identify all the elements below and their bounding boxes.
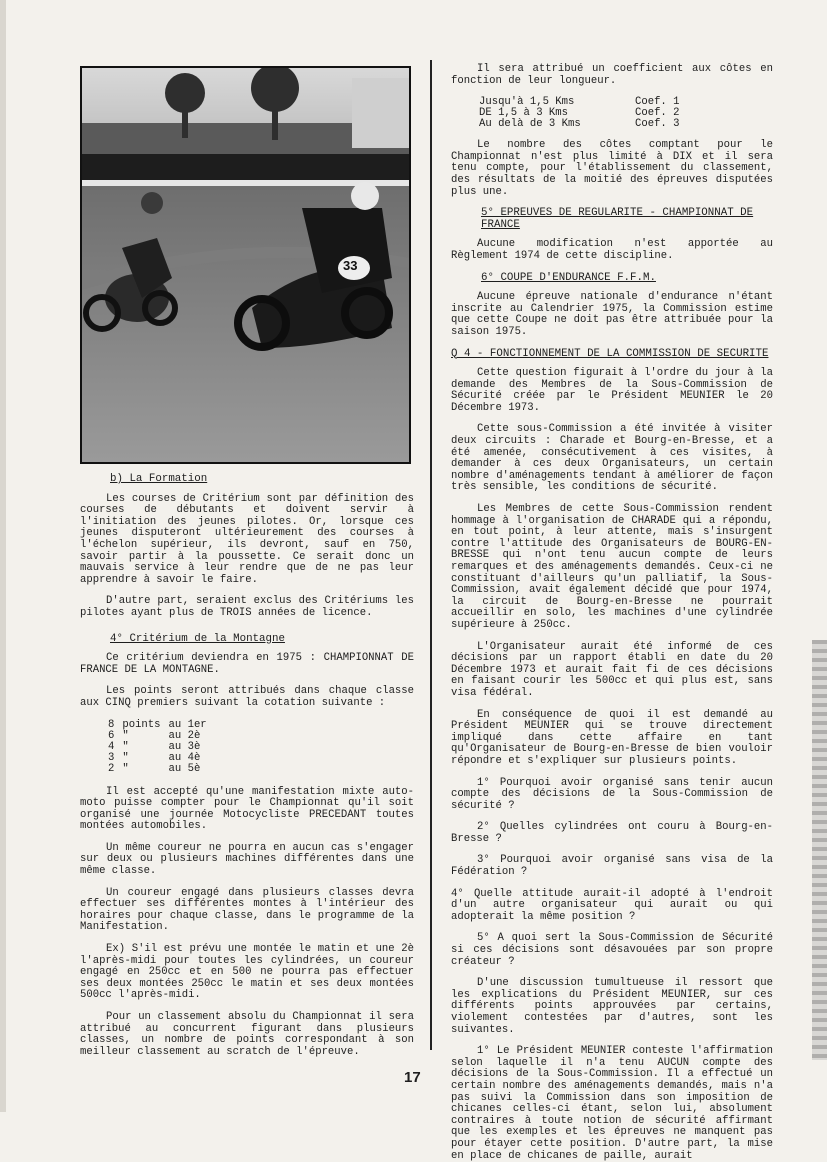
montagne-paragraph: Un coureur engagé dans plusieurs classes devra effectuer ses différentes montes à l'intérieur des horaires pour chaque classe, dans le programme de la Manifestation. <box>80 886 414 934</box>
table-row <box>479 119 686 130</box>
endurance-paragraph: Aucune épreuve nationale d'endurance n'étant inscrite au Calendrier 1975, la Commission estime que cette Coupe ne doit pas être attribuée pour la saison 1975. <box>451 291 773 338</box>
question-item: 5° A quoi sert la Sous-Commission de Sécurité si ces décisions sont désavouées par son propre créateur ? <box>451 932 773 968</box>
securite-paragraph: L'Organisateur aurait été informé de ces décisions par un rapport établi en date du 20 Décembre 1973 et aurait fait fi de ces décisions en faisant courir les 500cc et qui plus est, sans visa fédéral. <box>451 640 773 699</box>
securite-heading: Q 4 - FONCTIONNEMENT DE LA COMMISSION DE SECURITE <box>451 347 769 360</box>
table-row <box>108 742 215 753</box>
formation-paragraph: Les courses de Critérium sont par définition des courses de débutants et doivent servir à l'initiation des jeunes pilotes. Or, lorsque ces jeunes disputeront ultérieurement des courses à l'échelon supérieur, ils devront, sauf en 750, savoir partir à la poussette. Ce serait donc un mauvais service à leur rendre que de ne pas leur apprendre à savoir le faire. <box>80 492 414 586</box>
points-value: 6 <box>108 729 115 742</box>
montagne-paragraph: Ex) S'il est prévu une montée le matin et une 2è l'après-midi pour toutes les cylindrées, un coureur engagé en 250cc et en 500 ne pourra pas effectuer ses deux montées 250cc le matin et ses deux montées 500cc l'après-midi. <box>80 943 414 1002</box>
question-item: 1° Pourquoi avoir organisé sans tenir aucun compte des décisions de la Sous-Commission de sécurité ? <box>451 776 773 812</box>
question-item: 4° Quelle attitude aurait-il adopté à l'endroit d'un autre organisateur qui aurait ou qui adopterait la même position ? <box>451 887 773 923</box>
table-row <box>108 731 215 742</box>
montagne-paragraph: Un même coureur ne pourra en aucun cas s'engager sur deux ou plusieurs machines différentes dans une même classe. <box>80 841 414 878</box>
column-divider <box>430 60 432 1050</box>
points-value: 3 <box>108 751 115 764</box>
coef-paragraph: Le nombre des côtes comptant pour le Championnat n'est plus limité à DIX et il sera tenu compte, pour l'établissement du classement, des résultats de la moitié des épreuves disputées plus une. <box>451 139 773 198</box>
page-edge-strip <box>812 640 827 1060</box>
coef-range: Au delà de 3 Kms <box>479 118 581 131</box>
points-rank: au 3è <box>168 740 201 753</box>
coef-value: Coef. 2 <box>635 107 680 120</box>
formation-heading: b) La Formation <box>110 473 208 485</box>
coef-value: Coef. 3 <box>635 118 680 131</box>
question-item: 3° Pourquoi avoir organisé sans visa de la Fédération ? <box>451 854 773 879</box>
race-photo <box>80 66 411 464</box>
securite-paragraph: Cette sous-Commission a été invitée à visiter deux circuits : Charade et Bourg-en-Bresse, et a été amenée, consécutivement à ces visites, à demander à ces deux Organisateurs, un certain nombre d'aménagements tendant à améliorer de façon très sensible, les conditions de sécurité. <box>451 423 773 494</box>
points-unit: points <box>122 718 161 731</box>
points-rank: au 2è <box>168 729 201 742</box>
montagne-paragraph: Les points seront attribués dans chaque classe aux CINQ premiers suivant la cotation suivante : <box>80 685 414 709</box>
endurance-heading: 6° COUPE D'ENDURANCE F.F.M. <box>481 271 656 284</box>
montagne-heading: 4° Critérium de la Montagne <box>110 632 285 645</box>
points-unit: " <box>122 762 129 775</box>
coef-intro: Il sera attribué un coefficient aux côtes en fonction de leur longueur. <box>451 63 773 87</box>
securite-paragraph: 1° Le Président MEUNIER conteste l'affirmation selon laquelle il n'a tenu AUCUN compte des décisions de la Sous-Commission. Il a effectué un certain nombre des aménagements demandés, mais n'a pas suivi la Commission dans son imposition de chicanes celles-ci étant, selon lui, absolument contraires à toute notion de sécurité affirmant que les exemples et les épreuves ne manquent pas pour étayer cette position. D'autre part, la mise en place de chicanes de paille, aurait <box>451 1045 773 1162</box>
motorcycle-race-photo-icon <box>82 68 409 462</box>
securite-paragraph: D'une discussion tumultueuse il ressort que les explications du Président MEUNIER, sur ces différents points approuvées par certains, violement contestées par d'autres, sont les suivantes. <box>451 977 773 1036</box>
table-row <box>108 753 215 764</box>
formation-paragraph: D'autre part, seraient exclus des Critériums les pilotes ayant plus de TROIS années de licence. <box>80 595 414 619</box>
points-value: 8 <box>108 718 115 731</box>
coef-value: Coef. 1 <box>635 96 680 109</box>
race-number-label: 33 <box>343 258 358 273</box>
montagne-paragraph: Pour un classement absolu du Championnat il sera attribué au concurrent figurant dans plusieurs classes, un nombre de points correspondant à son meilleur classement au scratch de l'épreuve. <box>80 1011 414 1058</box>
points-unit: " <box>122 729 129 742</box>
table-row <box>108 720 215 731</box>
securite-paragraph: Cette question figurait à l'ordre du jour à la demande des Membres de la Sous-Commission de Sécurité créée par le Président MEUNIER le 20 Décembre 1973. <box>451 367 773 414</box>
points-rank: au 1er <box>168 718 207 731</box>
points-unit: " <box>122 751 129 764</box>
montagne-paragraph: Ce critérium deviendra en 1975 : CHAMPIONNAT DE FRANCE DE LA MONTAGNE. <box>80 652 414 676</box>
points-value: 2 <box>108 762 115 775</box>
coef-range: Jusqu'à 1,5 Kms <box>479 96 575 109</box>
coef-range: DE 1,5 à 3 Kms <box>479 107 569 120</box>
securite-paragraph: En conséquence de quoi il est demandé au Président MEUNIER qui se trouve directement impliqué dans cette affaire en tant qu'Organisateur de Bourg-en-Bresse de bien vouloir répondre et s'expliquer sur plusieurs points. <box>451 708 773 767</box>
page-edge <box>0 0 6 1112</box>
points-table <box>108 720 215 775</box>
montagne-paragraph: Il est accepté qu'une manifestation mixte auto-moto puisse compter pour le Championnat qu'il soit organisé une journée Motocycliste PRECEDANT toutes montées automobiles. <box>80 785 414 833</box>
points-unit: " <box>122 740 129 753</box>
securite-paragraph: Les Membres de cette Sous-Commission rendent hommage à l'organisation de CHARADE qui a répondu, en tout point, à leur attente, mais s'insurgent contre l'attitude des Organisateurs de BOURG-EN-BRESSE qui n'ont tenu aucun compte de leurs remarques et des aménagements demandés. Ceux-ci ne constituant d'ailleurs qu'un palliatif, la Sous-Commission, avait également décidé que pour 1974, la circuit de Bourg-en-Bresse ne pourrait accueillir en solo, les machines d'une cylindrée supérieure à 250cc. <box>451 503 773 631</box>
points-rank: au 4è <box>168 751 201 764</box>
regularite-paragraph: Aucune modification n'est apportée au Règlement 1974 de cette discipline. <box>451 238 773 262</box>
question-item: 2° Quelles cylindrées ont couru à Bourg-en-Bresse ? <box>451 821 773 845</box>
coef-table <box>479 97 686 130</box>
points-rank: au 5è <box>168 762 201 775</box>
left-column <box>80 474 414 1068</box>
regularite-heading: 5° EPREUVES DE REGULARITE - CHAMPIONNAT DE FRANCE <box>481 207 754 231</box>
page-number: 17 <box>404 1069 421 1086</box>
right-column <box>451 64 773 1162</box>
points-value: 4 <box>108 740 115 753</box>
table-row <box>108 764 215 775</box>
